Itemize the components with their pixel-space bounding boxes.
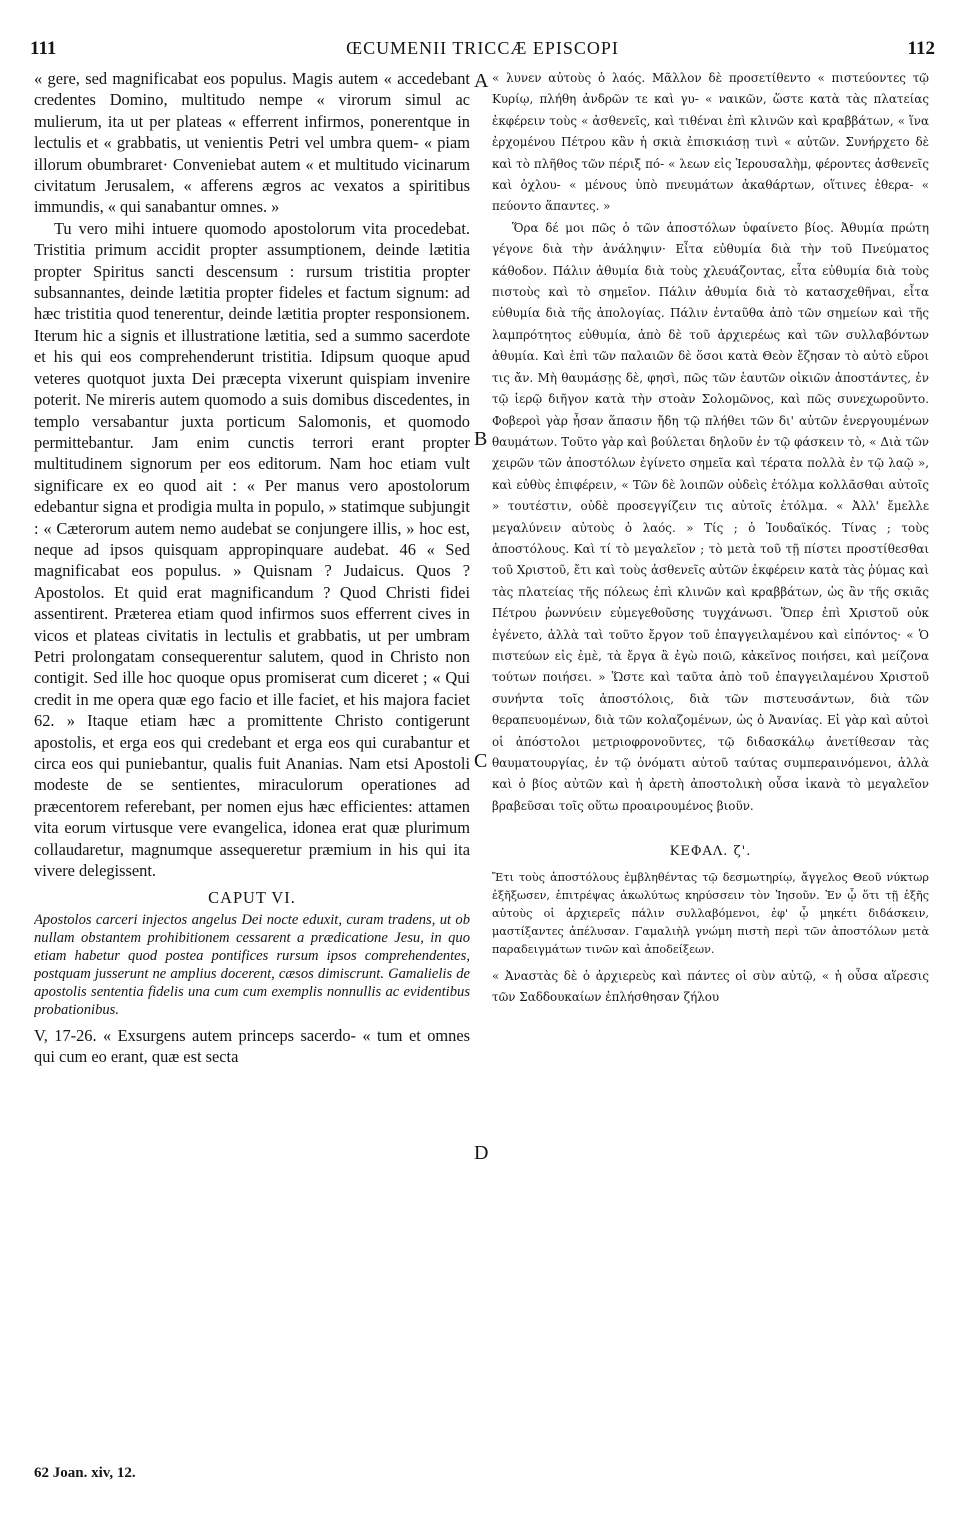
margin-marker-b: B <box>474 428 488 450</box>
greek-column <box>492 68 929 1453</box>
latin-column <box>34 68 470 1453</box>
page-number-left: 111 <box>30 38 57 59</box>
verse-reference-greek: « Ἀναστὰς δὲ ὁ ἀρχιερεὺς καὶ πάντες οἱ σὺν αὐτῷ, « ἡ οὖσα αἵρεσις τῶν Σαδδουκαίων ἐπλήσθησαν ζήλου <box>492 968 929 1005</box>
chapter-summary-latin: Apostolos carceri injectos angelus Dei nocte eduxit, curam tradens, ut ob nullam obstantem prohibitionem cessarent a prædicatione Jesu, in quo etiam habetur quod postea pontifices rursum ipsos comprehendentes, postquam jusserunt ne amplius docerent, cæsos dimiscrunt. Gamalielis de apostolis sententia fidelis una cum cum exemplis nonnullis ac evidentibus probationibus. <box>34 911 470 1018</box>
latin-paragraph: Tu vero mihi intuere quomodo apostolorum vita procedebat. Tristitia primum accidit propter assumptionem, deinde lætitia propter Spiritus sancti descensum : rursum tristitia propter subsannantes, deinde lætitia propter fideles et factum signum: ad hæc tristitia quod tenerentur, deinde lætitia propter responsionem. Iterum hic a signis et illustratione lætitia, sed a summo sacerdote et his qui eos comprehenderunt tristitia. Idipsum quoque apud veteres quotquot juxta Dei præcepta vixerunt quispiam invenire poterit. Ne mireris autem quomodo a suis domibus discedentes, in templo versabantur juxta porticum Salomonis, et quomodo permittebantur. Jam enim cunctis terrori erant propter multitudinem signorum per eos editorum. Nam hoc etiam vult significare ex eo quod ait : « Per manus vero apostolorum edebantur signa et prodigia multa in populo, » statimque subjungit : « Cæterorum autem nemo audebat se conjungere illis, » hoc est, neque ad ipsos quisquam appropinquare audebat. 46 « Sed magnificabat eos populus. » Quisnam ? Judaicus. Quos ? Apostolos. Et quid erat magnificandum ? Quod Christi fidei assentirent. Præterea etiam quod infirmos suos efferrent cives in vicos et plateas civitatis in lectulis et grabbatis, ut per umbram Petri prolongatam consequerentur salutem, quod in Christo non contigit. Sed ille hoc quoque opus promiserat cum diceret ; « Qui credit in me opera quæ ego facio et ille faciet, et his majora faciet 62. » Itaque etiam hæc a promittente Christo contigerunt apostolis, et erga eos qui credebant et erga eos qui curabantur et circa eos qui puniebantur, qualis fuit Ananias. Nam etsi Apostoli modeste de se sentientes, miraculorum operationes ad præcentorem referebant, per nomen ejus hæc efficientes: attamen vita eorum virtusque vere evangelica, idonea erat quæ plurimum collaudaretur, magnumque assequeretur præmium in his qui ita vivere delegissent. <box>34 218 470 881</box>
chapter-heading-latin: CAPUT VI. <box>208 888 296 908</box>
margin-marker-a: A <box>474 70 489 92</box>
page-number-right: 112 <box>907 38 935 59</box>
latin-paragraph: « gere, sed magnificabat eos populus. Magis autem « accedebant credentes Domino, multitudo nempe « virorum simul ac mulierum, ita ut per plateas « efferrent infirmos, ponerentque in lectulis et « grabbatis, ut venientis Petri vel umbra quem- « piam illorum obumbraret· Conveniebat autem « et multitudo vicinarum civitatum Jerusalem, « afferens ægros ac vexatos a spiritibus immundis, « qui sanabantur omnes. » <box>34 69 470 217</box>
greek-paragraph: « λυνεν αὐτοὺς ὁ λαός. Μᾶλλον δὲ προσετίθεντο « πιστεύοντες τῷ Κυρίῳ, πλήθη ἀνδρῶν τε καὶ γυ- « ναικῶν, ὥστε κατὰ τὰς πλατείας ἐκφέρειν τοὺς « ἀσθενεῖς, καὶ τιθέναι ἐπὶ κλινῶν καὶ κραββάτων, « ἵνα ἐρχομένου Πέτρου κἂν ἡ σκιὰ ἐπισκιάσῃ τινὶ « αὐτῶν. Συνήρχετο δὲ καὶ τὸ πλῆθος τῶν πέριξ πό- « λεων εἰς Ἱερουσαλὴμ, φέροντες ἀσθενεῖς καὶ ὀχλου- « μένους ὑπὸ πνευμάτων ἀκαθάρτων, οἵτινες ἐθερα- « πεύοντο ἅπαντες. » <box>492 71 929 214</box>
footnote: 62 Joan. xiv, 12. <box>34 1465 136 1481</box>
margin-marker-d: D <box>474 1142 489 1164</box>
greek-paragraph: Ὅρα δέ μοι πῶς ὁ τῶν ἀποστόλων ὑφαίνετο βίος. Ἀθυμία πρώτη γέγονε διὰ τὴν ἀνάληψιν· Εἶτα εὐθυμία διὰ τὴν τοῦ Πνεύματος κάθοδον. Πάλιν ἀθυμία διὰ τοὺς χλευάζοντας, εἶτα εὐθυμία διὰ τοὺς πιστοὺς καὶ τὸ σημεῖον. Πάλιν ἀθυμία διὰ τὸ κατασχεθῆναι, εἶτα εὐθυμία διὰ τῆς ἀπολογίας. Πάλιν ἐνταῦθα ἀπὸ τῶν σημείων καὶ τῆς λαμπρότητος εὐθυμία, ἀπὸ δὲ τοῦ ἀρχιερέως καὶ τῶν συλλαβόντων ἀθυμία. Καὶ ἐπὶ τῶν παλαιῶν δὲ ὅσοι κατὰ Θεὸν ἔζησαν τὸ αὐτὸ εὕροι τις ἄν. Μὴ θαυμάσῃς δὲ, φησὶ, πῶς τῶν ἑαυτῶν οἰκιῶν ἀποστάντες, ἐν τῷ ἱερῷ διῆγον κατὰ τὴν στοὰν Σολομῶνος, καὶ πῶς συνεχωροῦντο. Φοβεροὶ γὰρ ἦσαν ἅπασιν ἤδη τῷ πλήθει τῶν δι' αὐτῶν ἐνεργουμένων θαυμάτων. Τοῦτο γὰρ καὶ βούλεται δηλοῦν ἐν τῷ φάσκειν τὸ, « Διὰ τῶν χειρῶν τῶν ἀποστόλων ἐγίνετο σημεῖα καὶ τέρατα πολλὰ ἐν τῷ λαῷ », καὶ εὐθὺς ἐπιφέρειν, « Τῶν δὲ λοιπῶν οὐδεὶς ἐτόλμα κολλᾶσθαι αὐτοῖς » τουτέστιν, οὐδὲ προσεγγίζειν τις αὐτοῖς ἐτόλμα. « Ἀλλ' ἔμελλε μεγαλύνειν αὐτοὺς ὁ λαός. » Τίς ; ὁ Ἰουδαϊκός. Τίνας ; τοὺς ἀποστόλους. Καὶ τί τὸ μεγαλεῖον ; τὸ μετὰ τοῦ τῇ πίστει προστίθεσθαι τοῦ Χριστοῦ, ἔτι καὶ τοὺς ἀσθενεῖς αὐτῶν ἐκφέρειν κατὰ τὰς ῥύμας καὶ τὰς πλατείας τῆς πόλεως ἐπὶ κλινῶν καὶ κραββάτων, ὡς ἂν τῆς σκιᾶς Πέτρου ῥωννύειν εὐμεγεθοῦσης τυγχάνωσι. Ὅπερ ἐπὶ Χριστοῦ οὐκ ἐγένετο, ἀλλὰ ταὶ τοῦτο ἔργον τοῦ ἐπαγγειλαμένου καὶ εἰπόντος· « Ὁ πιστεύων εἰς ἐμὲ, τὰ ἔργα ἃ ἐγὼ ποιῶ, κἀκεῖνος ποιήσει, καὶ μείζονα τούτων ποιήσει. » Ὥστε καὶ ταῦτα ἀπὸ τοῦ ἐπαγγειλαμένου Χριστοῦ συνήντα τοῖς ἀποστόλοις, διὰ τῶν πιστευσάντων, διὰ τῶν θεραπευομένων, διὰ τῶν κολαζομένων, ὡς ὁ Ἀνανίας. Εἰ γὰρ καὶ αὐτοὶ οἱ ἀπόστολοι μετριοφρονοῦντες, τῷ διδασκάλῳ ἀνετίθεσαν τὰς θαυματουργίας, ἐν τῷ ὀνόματι αὐτοῦ ταύτας συμπεραινόμενοι, ἀλλὰ καὶ ὁ βίος αὐτῶν καὶ ἡ ἀρετὴ ἀποστολικὴ οὖσα ἱκανὰ τὸ μεγαλεῖον βραβεῦσαι τοῖς οὕτω προαιρουμένος βιοῦν. <box>492 220 929 813</box>
running-title: ŒCUMENII TRICCÆ EPISCOPI <box>346 38 619 58</box>
verse-reference-latin: V, 17-26. « Exsurgens autem princeps sacerdo- « tum et omnes qui cum eo erant, quæ est secta <box>34 1025 470 1067</box>
margin-marker-c: C <box>474 750 488 772</box>
chapter-summary-greek: Ἔτι τοὺς ἀποστόλους ἐμβληθέντας τῷ δεσμωτηρίῳ, ἄγγελος Θεοῦ νύκτωρ ἐξῆξωσεν, ἐπιτρέψας ἀκωλύτως κηρύσσειν τὸν Ἰησοῦν. Ἐν ᾧ ὅτι τῇ ἑξῆς αὐτοὺς οἱ ἀρχιερεῖς πάλιν συλλαβόμενοι, ἐφ' ᾧ μηκέτι διδάσκειν, μαστίξαντες ἀπέλυσαν. Γαμαλιὴλ γνώμη πιστὴ περὶ τῶν ἀποστόλων μετὰ παραδειγμάτων τινῶν καὶ ἀποδείξεων. <box>492 870 929 957</box>
chapter-heading-greek: ΚΕΦΑΛ. ζ'. <box>669 844 752 860</box>
page-header <box>30 38 935 68</box>
